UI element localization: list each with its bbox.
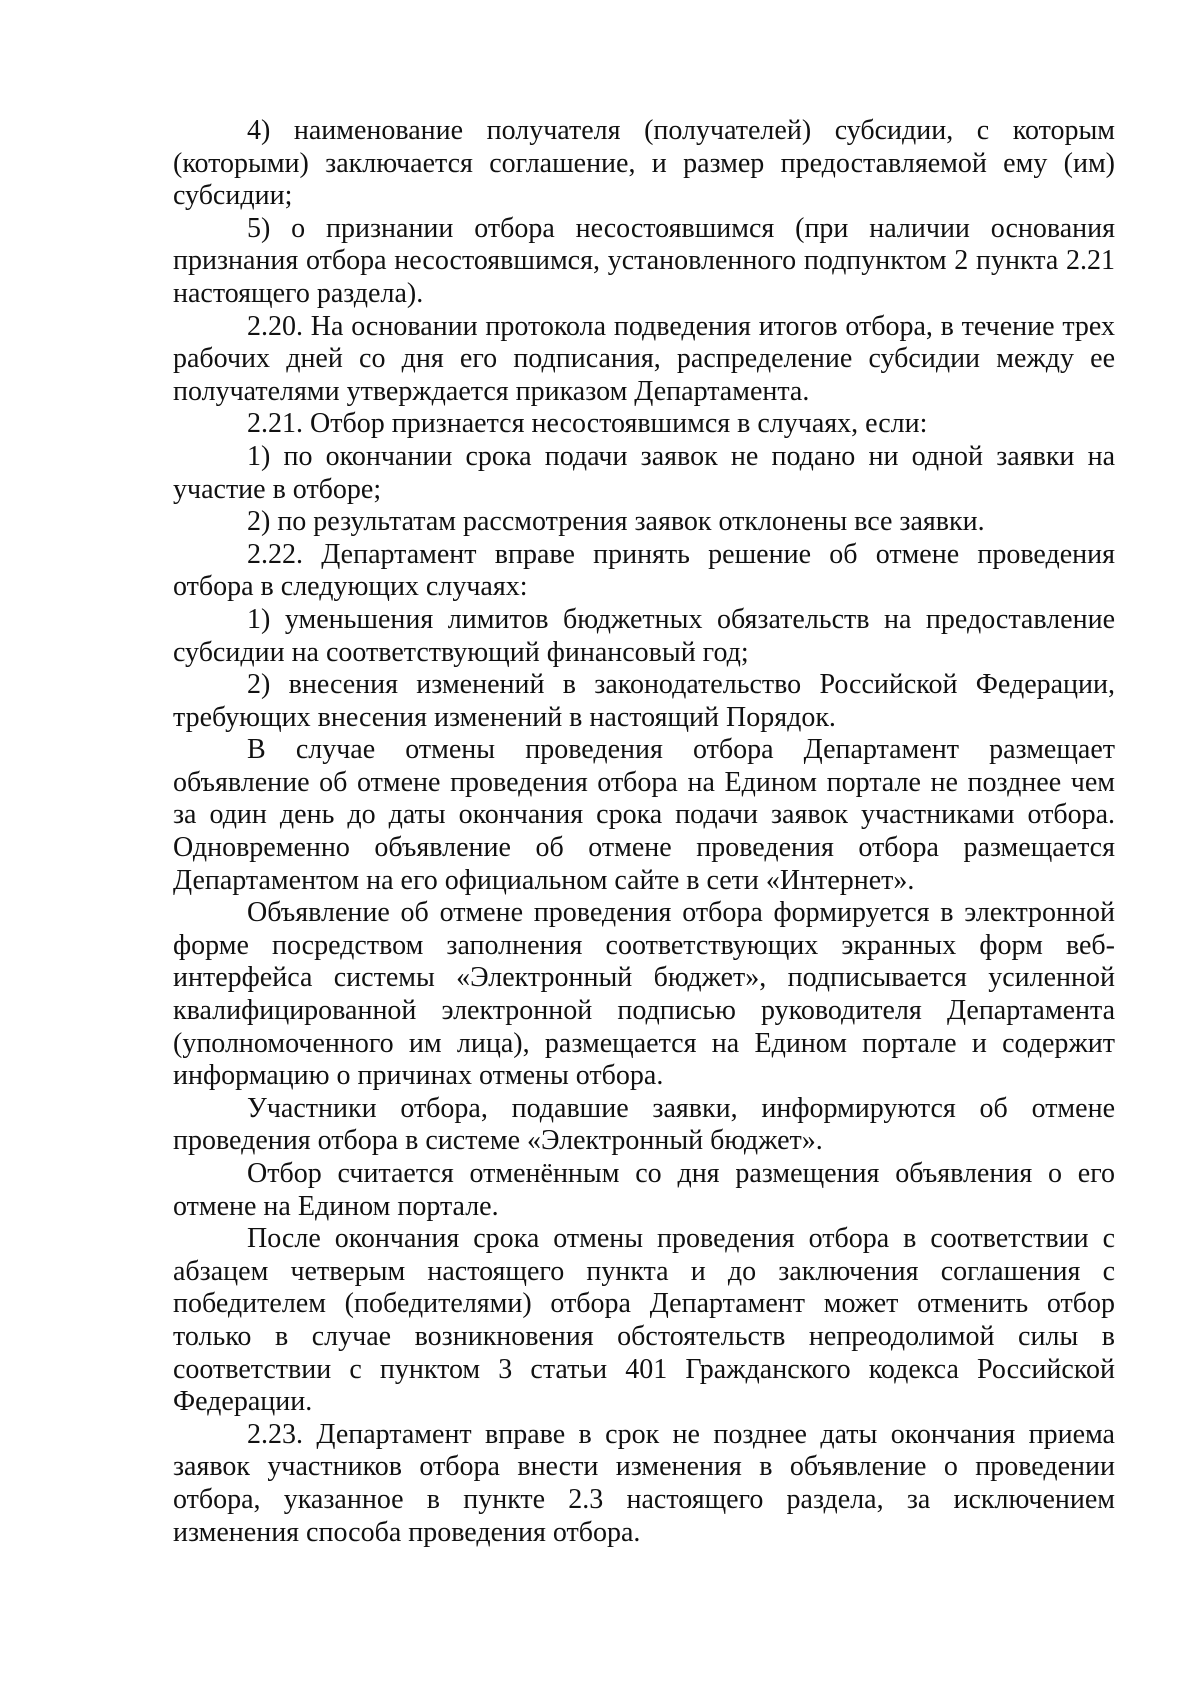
paragraph-2-21-item-1: 1) по окончании срока подачи заявок не подано ни одной заявки на участие в отборе;	[173, 440, 1115, 505]
paragraph-2-20: 2.20. На основании протокола подведения итогов отбора, в течение трех рабочих дней со дня его подписания, распределение субсидии между ее получателями утверждается приказом Департамента.	[173, 310, 1115, 407]
paragraph-cancellation-announcement: В случае отмены проведения отбора Департамент размещает объявление об отмене проведения отбора на Едином портале не позднее чем за один день до даты окончания срока подачи заявок участниками отбора. Одновременно объявление об отмене проведения отбора размещается Департаментом на его официальном сайте в сети «Интернет».	[173, 734, 1115, 896]
paragraph-force-majeure: После окончания срока отмены проведения отбора в соответствии с абзацем четверым настоящего пункта и до заключения соглашения с победителем (победителями) отбора Департамент может отменить отбор только в случае возникновения обстоятельств непреодолимой силы в соответствии с пунктом 3 статьи 401 Гражданского кодекса Российской Федерации.	[173, 1223, 1115, 1418]
paragraph-2-22-item-1: 1) уменьшения лимитов бюджетных обязательств на предоставление субсидии на соответствующий финансовый год;	[173, 603, 1115, 668]
paragraph-item-4-recipient-name: 4) наименование получателя (получателей) субсидии, с которым (которыми) заключается соглашение, и размер предоставляемой ему (им) субсидии;	[173, 115, 1115, 212]
paragraph-item-5-selection-failed: 5) о признании отбора несостоявшимся (при наличии основания признания отбора несостоявшимся, установленного подпунктом 2 пункта 2.21 настоящего раздела).	[173, 212, 1115, 309]
paragraph-2-21-item-2: 2) по результатам рассмотрения заявок отклонены все заявки.	[247, 506, 985, 538]
paragraph-2-21: 2.21. Отбор признается несостоявшимся в случаях, если:	[247, 408, 928, 440]
paragraph-announcement-form: Объявление об отмене проведения отбора формируется в электронной форме посредством заполнения соответствующих экранных форм веб-интерфейса системы «Электронный бюджет», подписывается усиленной квалифицированной электронной подписью руководителя Департамента (уполномоченного им лица), размещается на Едином портале и содержит информацию о причинах отмены отбора.	[173, 897, 1115, 1092]
paragraph-cancellation-effective: Отбор считается отменённым со дня размещения объявления о его отмене на Едином портале.	[173, 1158, 1115, 1222]
document-body	[173, 115, 1115, 1549]
paragraph-2-23: 2.23. Департамент вправе в срок не позднее даты окончания приема заявок участников отбора внести изменения в объявление о проведении отбора, указанное в пункте 2.3 настоящего раздела, за исключением изменения способа проведения отбора.	[173, 1418, 1115, 1548]
paragraph-participants-informed: Участники отбора, подавшие заявки, информируются об отмене проведения отбора в системе «Электронный бюджет».	[173, 1092, 1115, 1157]
paragraph-2-22-item-2: 2) внесения изменений в законодательство Российской Федерации, требующих внесения изменений в настоящий Порядок.	[173, 669, 1115, 733]
paragraph-2-22: 2.22. Департамент вправе принять решение об отмене проведения отбора в следующих случаях:	[173, 538, 1115, 603]
